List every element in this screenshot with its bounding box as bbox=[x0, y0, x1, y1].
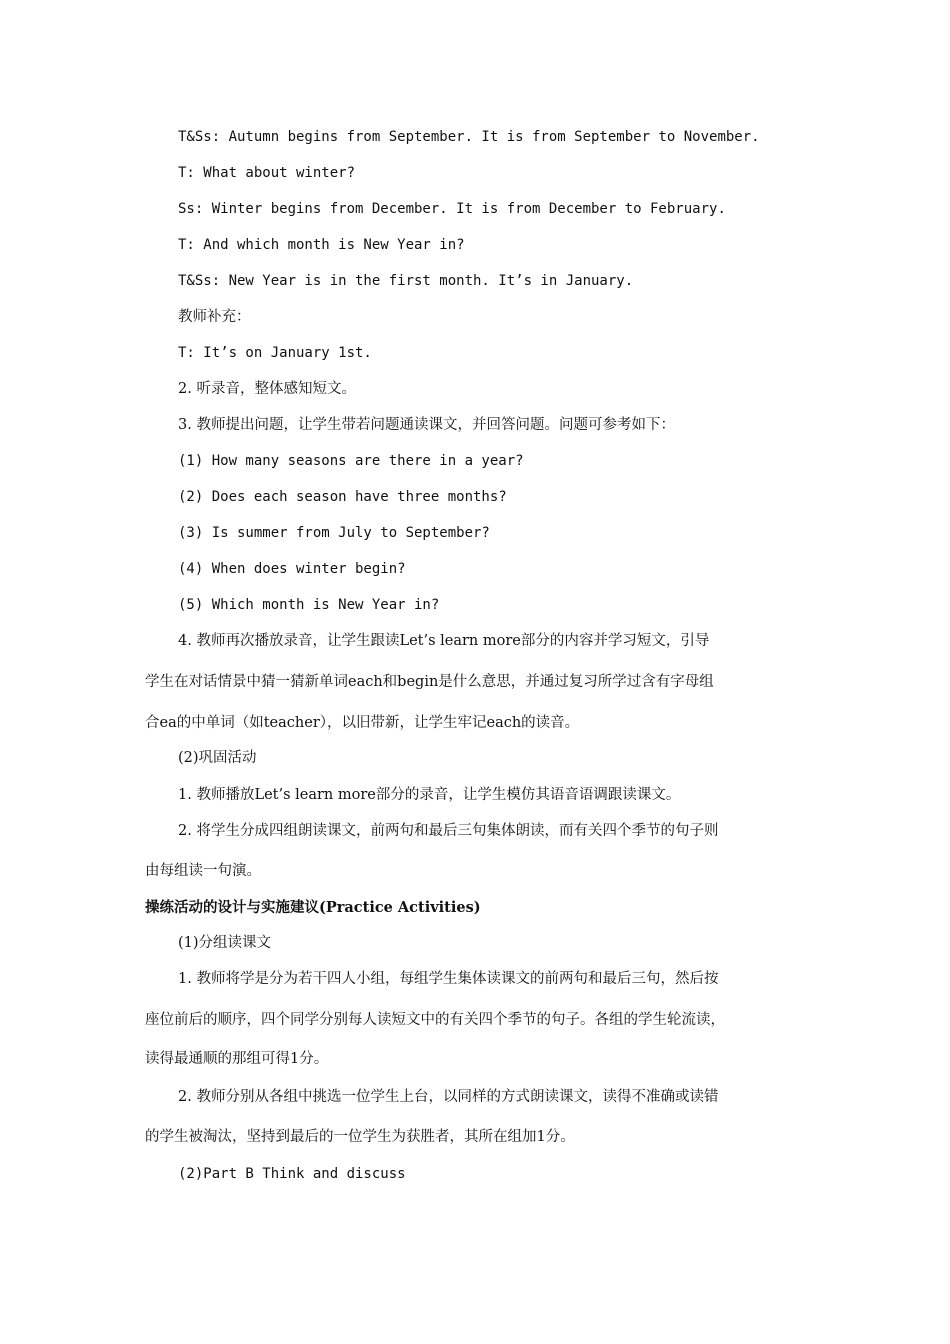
paragraph-line: 教师补充： bbox=[178, 309, 251, 325]
question-line: (4) When does winter begin? bbox=[178, 561, 406, 577]
step-line: 1. 教师将学是分为若干四人小组，每组学生集体读课文的前两句和最后三句，然后按 bbox=[178, 971, 719, 987]
subheading-line: (2)巩固活动 bbox=[178, 750, 257, 766]
question-line: (3) Is summer from July to September? bbox=[178, 525, 490, 541]
subheading-line: (2)Part B Think and discuss bbox=[178, 1166, 406, 1182]
paragraph-line: 4. 教师再次播放录音，让学生跟读Let’s learn more部分的内容并学习短文，引导 bbox=[178, 633, 710, 649]
question-line: (2) Does each season have three months? bbox=[178, 489, 507, 505]
step-line: 2. 听录音，整体感知短文。 bbox=[178, 381, 356, 397]
paragraph-line: 学生在对话情景中猜一猜新单词each和begin是什么意思，并通过复习所学过含有字母组 bbox=[145, 674, 714, 690]
dialogue-line: T: And which month is New Year in? bbox=[178, 237, 465, 253]
step-line: 1. 教师播放Let’s learn more部分的录音，让学生模仿其语音语调跟读课文。 bbox=[178, 787, 681, 803]
question-line: (5) Which month is New Year in? bbox=[178, 597, 440, 613]
paragraph-line: 合ea的中单词（如teacher），以旧带新，让学生牢记each的读音。 bbox=[145, 715, 580, 731]
dialogue-line: T&Ss: Autumn begins from September. It is from September to November. bbox=[178, 129, 760, 145]
dialogue-line: T: It’s on January 1st. bbox=[178, 345, 372, 361]
step-line: 2. 教师分别从各组中挑选一位学生上台，以同样的方式朗读课文，读得不准确或读错 bbox=[178, 1089, 719, 1105]
question-line: (1) How many seasons are there in a year? bbox=[178, 453, 524, 469]
subheading-line: (1)分组读课文 bbox=[178, 935, 272, 951]
paragraph-line: 的学生被淘汰，坚持到最后的一位学生为获胜者，其所在组加1分。 bbox=[145, 1129, 575, 1145]
section-heading: 操练活动的设计与实施建议(Practice Activities) bbox=[145, 899, 481, 916]
step-line: 3. 教师提出问题，让学生带若问题通读课文，并回答问题。问题可参考如下： bbox=[178, 417, 675, 433]
dialogue-line: T: What about winter? bbox=[178, 165, 356, 181]
paragraph-line: 座位前后的顺序，四个同学分别每人读短文中的有关四个季节的句子。各组的学生轮流读， bbox=[145, 1012, 725, 1028]
paragraph-line: 读得最通顺的那组可得1分。 bbox=[145, 1051, 329, 1067]
paragraph-line: 由每组读一句演。 bbox=[145, 863, 261, 879]
dialogue-line: Ss: Winter begins from December. It is from December to February. bbox=[178, 201, 726, 217]
step-line: 2. 将学生分成四组朗读课文，前两句和最后三句集体朗读，而有关四个季节的句子则 bbox=[178, 823, 719, 839]
dialogue-line: T&Ss: New Year is in the first month. It’s in January. bbox=[178, 273, 634, 289]
